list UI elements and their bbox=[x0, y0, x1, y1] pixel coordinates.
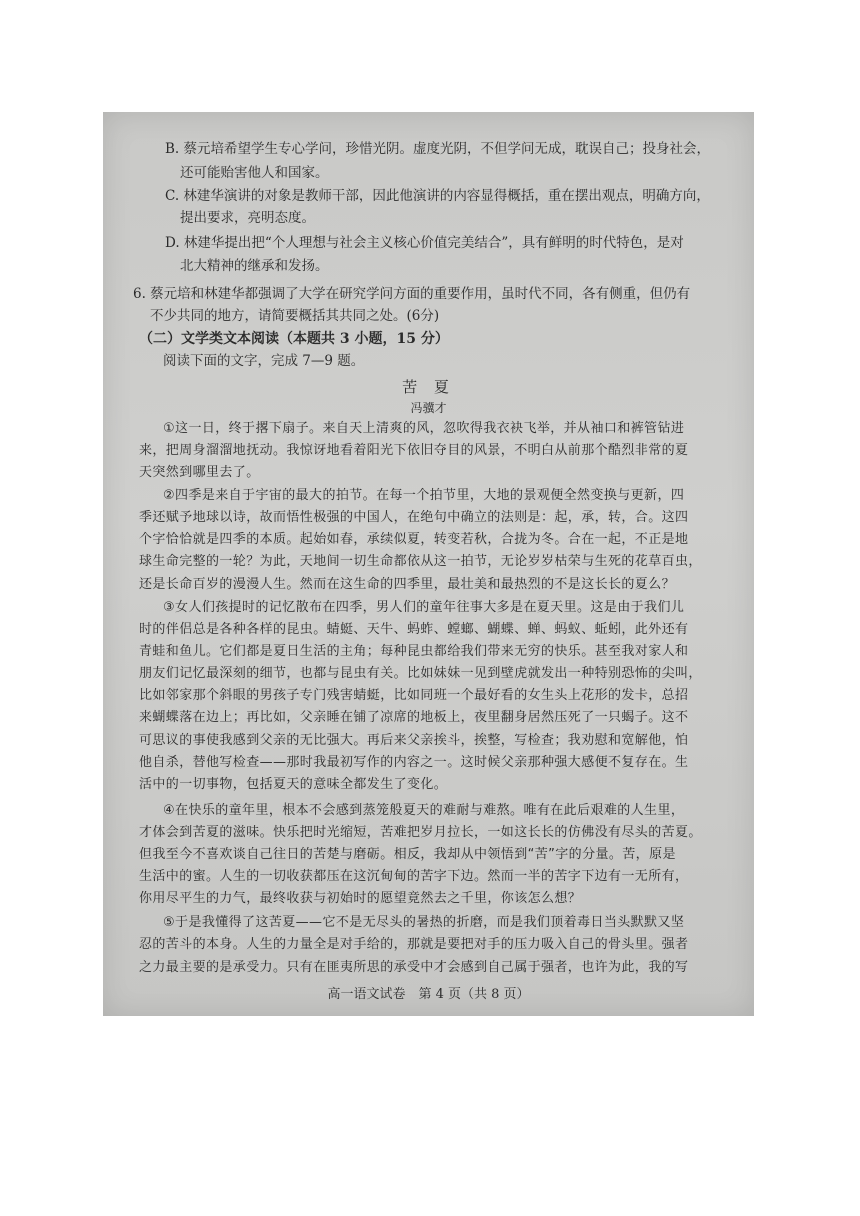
paragraph-line: 他自杀，替他写检查——那时我最初写作的内容之一。这时候父亲那种强大感便不复存在。生 bbox=[139, 755, 689, 770]
exam-page bbox=[103, 112, 754, 1016]
option-line: B. 蔡元培希望学生专心学问，珍惜光阴。虚度光阴，不但学问无成，耽误自己；投身社会， bbox=[165, 141, 711, 157]
paragraph-line: 忍的苦斗的本身。人生的力量全是对手给的，那就是要把对手的压力吸入自己的骨头里。强者 bbox=[139, 937, 689, 952]
paragraph-line: ③女人们孩提时的记忆散布在四季，男人们的童年往事大多是在夏天里。这是由于我们儿 bbox=[163, 600, 685, 615]
paragraph-line: ②四季是来自于宇宙的最大的拍节。在每一个拍节里，大地的景观便全然变换与更新，四 bbox=[163, 488, 685, 503]
paragraph-line: 来蝴蝶落在边上；再比如，父亲睡在铺了凉席的地板上，夜里翻身居然压死了一只蝎子。这不 bbox=[139, 710, 689, 725]
paragraph-line: 活中的一切事物，包括夏天的意味全都发生了变化。 bbox=[139, 777, 448, 792]
paragraph-line: ⑤于是我懂得了这苦夏——它不是无尽头的暑热的折磨，而是我们顶着毒日当头默默又坚 bbox=[163, 915, 685, 930]
paragraph-line: 球生命完整的一轮？为此，天地间一切生命都依从这一拍节，无论岁岁枯荣与生死的花草百虫， bbox=[139, 554, 702, 569]
article-title: 苦 夏 bbox=[402, 378, 455, 396]
paragraph-line: 天突然到哪里去了。 bbox=[139, 465, 260, 480]
paragraph-line: 季还赋予地球以诗，故而悟性极强的中国人，在绝句中确立的法则是：起，承，转，合。这四 bbox=[139, 510, 689, 525]
paragraph-line: 才体会到苦夏的滋味。快乐把时光缩短，苦难把岁月拉长，一如这长长的仿佛没有尽头的苦夏。 bbox=[139, 825, 702, 840]
question-line: 6. 蔡元培和林建华都强调了大学在研究学问方面的重要作用，虽时代不同，各有侧重，但仍有 bbox=[133, 286, 691, 302]
paragraph-line: ①这一日，终于撂下扇子。来自天上清爽的风，忽吹得我衣袂飞举，并从袖口和裤管钻进 bbox=[163, 421, 685, 436]
paragraph-line: 还是长命百岁的漫漫人生。然而在这生命的四季里，最壮美和最热烈的不是这长长的夏么？ bbox=[139, 577, 676, 592]
paragraph-line: 青蛙和鱼儿。它们都是夏日生活的主角；每种昆虫都给我们带来无穷的快乐。甚至我对家人和 bbox=[139, 644, 689, 659]
page-footer: 高一语文试卷 第 4 页（共 8 页） bbox=[327, 987, 530, 1002]
article-author: 冯骥才 bbox=[410, 401, 447, 415]
section-instruction: 阅读下面的文字，完成 7—9 题。 bbox=[163, 353, 365, 369]
option-line: C. 林建华演讲的对象是教师干部，因此他演讲的内容显得概括，重在摆出观点，明确方向， bbox=[165, 188, 710, 204]
paragraph-line: ④在快乐的童年里，根本不会感到蒸笼般夏天的难耐与难熬。唯有在此后艰难的人生里， bbox=[163, 803, 685, 818]
option-line: 北大精神的继承和发扬。 bbox=[180, 258, 329, 274]
option-line: 还可能贻害他人和国家。 bbox=[180, 165, 329, 181]
paragraph-line: 但我至今不喜欢谈自己往日的苦楚与磨砺。相反，我却从中领悟到“苦”字的分量。苦，原是 bbox=[139, 847, 676, 862]
option-line: 提出要求，亮明态度。 bbox=[180, 210, 315, 226]
paragraph-line: 你用尽平生的力气，最终收获与初始时的愿望竟然去之千里，你该怎么想？ bbox=[139, 891, 582, 906]
paragraph-line: 朋友们记忆最深刻的细节，也都与昆虫有关。比如妹妹一见到壁虎就发出一种特别恐怖的尖叫， bbox=[139, 666, 702, 681]
paragraph-line: 个字恰恰就是四季的本质。起始如春，承续似夏，转变若秋，合拢为冬。合在一起，不正是地 bbox=[139, 532, 689, 547]
paragraph-line: 可思议的事使我感到父亲的无比强大。再后来父亲挨斗，挨整，写检查；我劝慰和宽解他，怕 bbox=[139, 733, 689, 748]
paragraph-line: 时的伴侣总是各种各样的昆虫。蜻蜓、天牛、蚂蚱、螳螂、蝴蝶、蝉、蚂蚁、蚯蚓，此外还有 bbox=[139, 622, 689, 637]
question-line: 不少共同的地方，请简要概括其共同之处。(6分) bbox=[150, 308, 440, 324]
paragraph-line: 生活中的蜜。人生的一切收获都压在这沉甸甸的苦字下边。然而一半的苦字下边有一无所有， bbox=[139, 869, 689, 884]
paragraph-line: 比如邻家那个斜眼的男孩子专门残害蜻蜓，比如同班一个最好看的女生头上花形的发卡，总招 bbox=[139, 688, 689, 703]
paragraph-line: 来，把周身溜溜地抚动。我惊讶地看着阳光下依旧夺目的风景，不明白从前那个酷烈非常的夏 bbox=[139, 443, 689, 458]
paragraph-line: 之力最主要的是承受力。只有在匪夷所思的承受中才会感到自己属于强者，也许为此，我的写 bbox=[139, 960, 689, 975]
section-heading: （二）文学类文本阅读（本题共 3 小题，15 分） bbox=[139, 331, 449, 347]
option-line: D. 林建华提出把“个人理想与社会主义核心价值完美结合”，具有鲜明的时代特色，是对 bbox=[165, 235, 684, 251]
